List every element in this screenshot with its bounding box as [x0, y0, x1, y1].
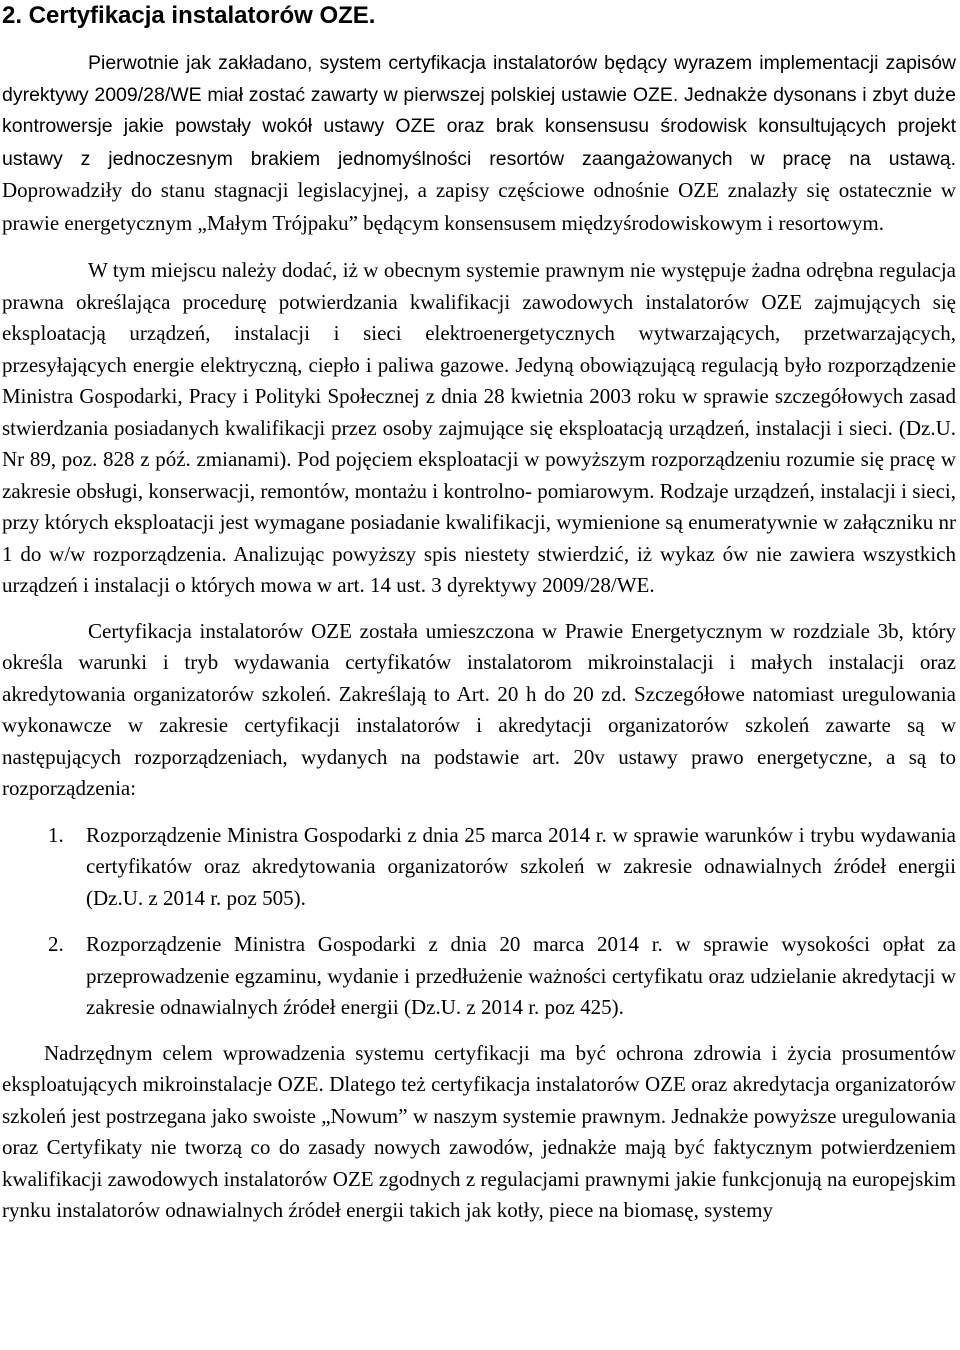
- paragraph-certyfikacja: [2, 616, 956, 805]
- regulation-text: Rozporządzenie Ministra Gospodarki z dnia 20 marca 2014 r. w sprawie wysokości opłat za przeprowadzenie egzaminu, wydanie i przedłużenie ważności certyfikatu oraz udzielanie akredytacji w zakresie odnawialnych źródeł energii (Dz.U. z 2014 r. poz 425).: [86, 932, 956, 1019]
- regulation-number: 2.: [48, 932, 64, 956]
- regulation-item-1: [2, 820, 956, 915]
- regulations-list: [2, 820, 956, 1024]
- regulation-number: 1.: [48, 822, 64, 847]
- paragraph-nadrzednym-celem-text: Nadrzędnym celem wprowadzenia systemu certyfikacji ma być ochrona zdrowia i życia prosumentów eksploatujących mikroinstalacje OZE. Dlatego też certyfikacja instalatorów OZE oraz akredytacja organizatorów szkoleń jest postrzegana jako swoiste „Nowum” w naszym systemie prawnym. Jednakże powyższe uregulowania oraz Certyfikaty nie tworzą co do zasady nowych zawodów, jednakże mają być faktycznym potwierdzeniem kwalifikacji zawodowych instalatorów OZE zgodnych z regulacjami prawnymi jakie funkcjonują na europejskim rynku instalatorów odnawialnych źródeł energii takich jak kotły, piece na biomasę, systemy: [2, 1040, 956, 1222]
- paragraph-pierwotnie-part2: Doprowadziły do stanu stagnacji legislacyjnej, a zapisy częściowe odnośnie OZE znalazły się ostatecznie w prawie energetycznym „Małym Trójpaku” będącym konsensusem międzyśrodowiskowym i resortowym.: [2, 178, 956, 235]
- paragraph-pierwotnie-part1: Pierwotnie jak zakładano, system certyfikacja instalatorów będący wyrazem implementacji zapisów dyrektywy 2009/28/WE miał zostać zawarty w pierwszej polskiej ustawie OZE. Jednakże dysonans i zbyt duże kontrowersje jakie powstały wokół ustawy OZE oraz brak konsensusu środowisk konsultujących projekt ustawy z jednoczesnym brakiem jednomyślności resortów zaangażowanych w pracę na ustawą.: [2, 52, 956, 170]
- paragraph-w-tym-miejscu-text: W tym miejscu należy dodać, iż w obecnym systemie prawnym nie występuje żadna odrębna regulacja prawna określająca procedurę potwierdzania kwalifikacji zawodowych instalatorów OZE zajmujących się eksploatacją urządzeń, instalacji i sieci elektroenergetycznych wytwarzających, przetwarzających, przesyłających energie elektryczną, ciepło i paliwa gazowe. Jedyną obowiązującą regulacją było rozporządzenie Ministra Gospodarki, Pracy i Polityki Społecznej z dnia 28 kwietnia 2003 roku w sprawie szczegółowych zasad stwierdzania posiadanych kwalifikacji przez osoby zajmujące się eksploatacją urządzeń, instalacji i sieci. (Dz.U. Nr 89, poz. 828 z póź. zmianami). Pod pojęciem eksploatacji w powyższym rozporządzeniu rozumie się pracę w zakresie obsługi, konserwacji, remontów, montażu i kontrolno- pomiarowym. Rodzaje urządzeń, instalacji i sieci, przy których eksploatacji jest wymagane posiadanie kwalifikacji, wymienione są enumeratywnie w załączniku nr 1 do w/w rozporządzenia. Analizując powyższy spis niestety stwierdzić, iż wykaz ów nie zawiera wszystkich urządzeń i instalacji o których mowa w art. 14 ust. 3 dyrektywy 2009/28/WE.: [2, 258, 956, 597]
- paragraph-nadrzednym-celem: [2, 1038, 956, 1227]
- paragraph-w-tym-miejscu: [2, 255, 956, 602]
- section-heading: 2. Certyfikacja instalatorów OZE.: [2, 2, 376, 29]
- paragraph-certyfikacja-text: Certyfikacja instalatorów OZE została umieszczona w Prawie Energetycznym w rozdziale 3b, który określa warunki i tryb wydawania certyfikatów instalatorom mikroinstalacji i małych instalacji oraz akredytowania organizatorów szkoleń. Zakreślają to Art. 20 h do 20 zd. Szczegółowe natomiast uregulowania wykonawcze w zakresie certyfikacji instalatorów i akredytacji organizatorów szkoleń zawarte są w następujących rozporządzeniach, wydanych na podstawie art. 20v ustawy prawo energetyczne, a są to rozporządzenia:: [2, 618, 956, 800]
- regulation-item-2: [2, 929, 956, 1024]
- document-body: [2, 48, 956, 1227]
- regulation-text: Rozporządzenie Ministra Gospodarki z dnia 25 marca 2014 r. w sprawie warunków i trybu wydawania certyfikatów oraz akredytowania organizatorów szkoleń w zakresie odnawialnych źródeł energii (Dz.U. z 2014 r. poz 505).: [86, 822, 956, 910]
- paragraph-pierwotnie: [2, 48, 956, 240]
